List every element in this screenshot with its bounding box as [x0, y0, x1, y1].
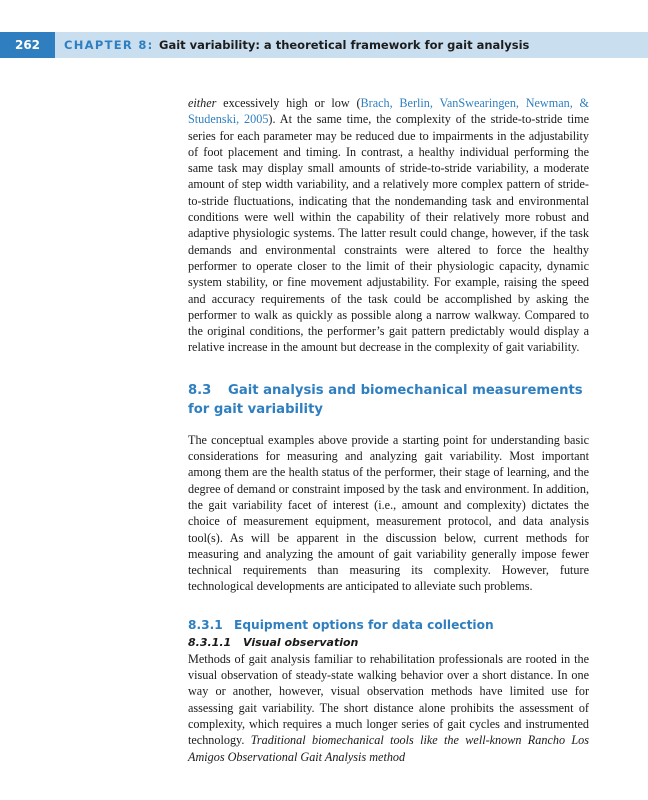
lead-italic-word: either [188, 96, 217, 110]
paragraph-intro [188, 95, 589, 356]
paragraph-italic-text: Traditional biomechanical tools like the well-known Rancho Los Amigos Observational Gait Analysis method [188, 733, 589, 764]
section-title: Gait analysis and biomechanical measurements for gait variability [188, 382, 583, 417]
main-text-column [188, 95, 589, 765]
section-number: 8.3 [188, 382, 212, 398]
paragraph-text: excessively high or low ( [216, 96, 361, 110]
section-title: Visual observation [243, 635, 359, 649]
paragraph-section-8-3: The conceptual examples above provide a starting point for understanding basic considerations for measuring and analyzing gait variability. Most important among them are the health status of the performer, their stage of learning, and the degree of demand or constraint imposed by the task and environment. In addition, the gait variability facet of interest (i.e., amount and complexity) dictates the choice of measurement equipment, measurement protocol, and data analysis tool(s). As will be apparent in the discussion below, current methods for measuring and analyzing the amount of gait variability generally impose fewer technical requirements than measuring its complexity. However, future technological developments are anticipated to alleviate such problems. [188, 432, 589, 594]
citation-link[interactable]: Brach, Berlin, VanSwearingen, Newman, & Studenski, 2005 [188, 96, 589, 127]
section-number: 8.3.1 [188, 617, 223, 632]
paragraph-text: Methods of gait analysis familiar to rehabilitation professionals are rooted in the visual observation of steady-state walking behavior over a short distance. In one way or another, however, visual observation methods have limited use for assessing gait variability. The short distance alone prohibits the assessment of complexity, which requires a much longer series of gait cycles and instrumented technology. [188, 651, 589, 748]
section-title: Equipment options for data collection [234, 617, 494, 632]
section-heading-8-3 [188, 381, 589, 419]
section-number: 8.3.1.1 [188, 635, 232, 649]
section-heading-8-3-1 [188, 617, 589, 634]
chapter-label: CHAPTER 8: [64, 38, 154, 52]
paragraph-text: ). At the same time, the complexity of the stride-to-stride time series for each parameter may be reduced due to impairments in the adjustability of foot placement and timing. In contrast, a healthy individual performing the same task may display small amounts of stride-to-stride variability, a moderate amount of step width variability, and a relatively more complex pattern of stride-to-stride fluctuations, indicating that the nondemanding task and environmental conditions were well within the capability of their relatively more robust and adaptive physiologic systems. The latter result could change, however, if the task demands and environmental constraints were altered to force the healthy performer to operate closer to the limit of their physiologic capacity, dynamic system stability, or fine movement adjustability. For example, raising the speed and accuracy requirements of the task could be accomplished by asking the performer to walk as quickly as possible along a narrow walkway. Compared to the original conditions, the performer’s gait pattern predictably would display a relative increase in the amount but decrease in the complexity of gait variability. [188, 112, 590, 355]
page-number: 262 [0, 32, 55, 58]
chapter-title: Gait variability: a theoretical framework for gait analysis [159, 38, 530, 52]
paragraph-visual-observation [188, 651, 589, 765]
section-heading-8-3-1-1 [188, 635, 589, 650]
